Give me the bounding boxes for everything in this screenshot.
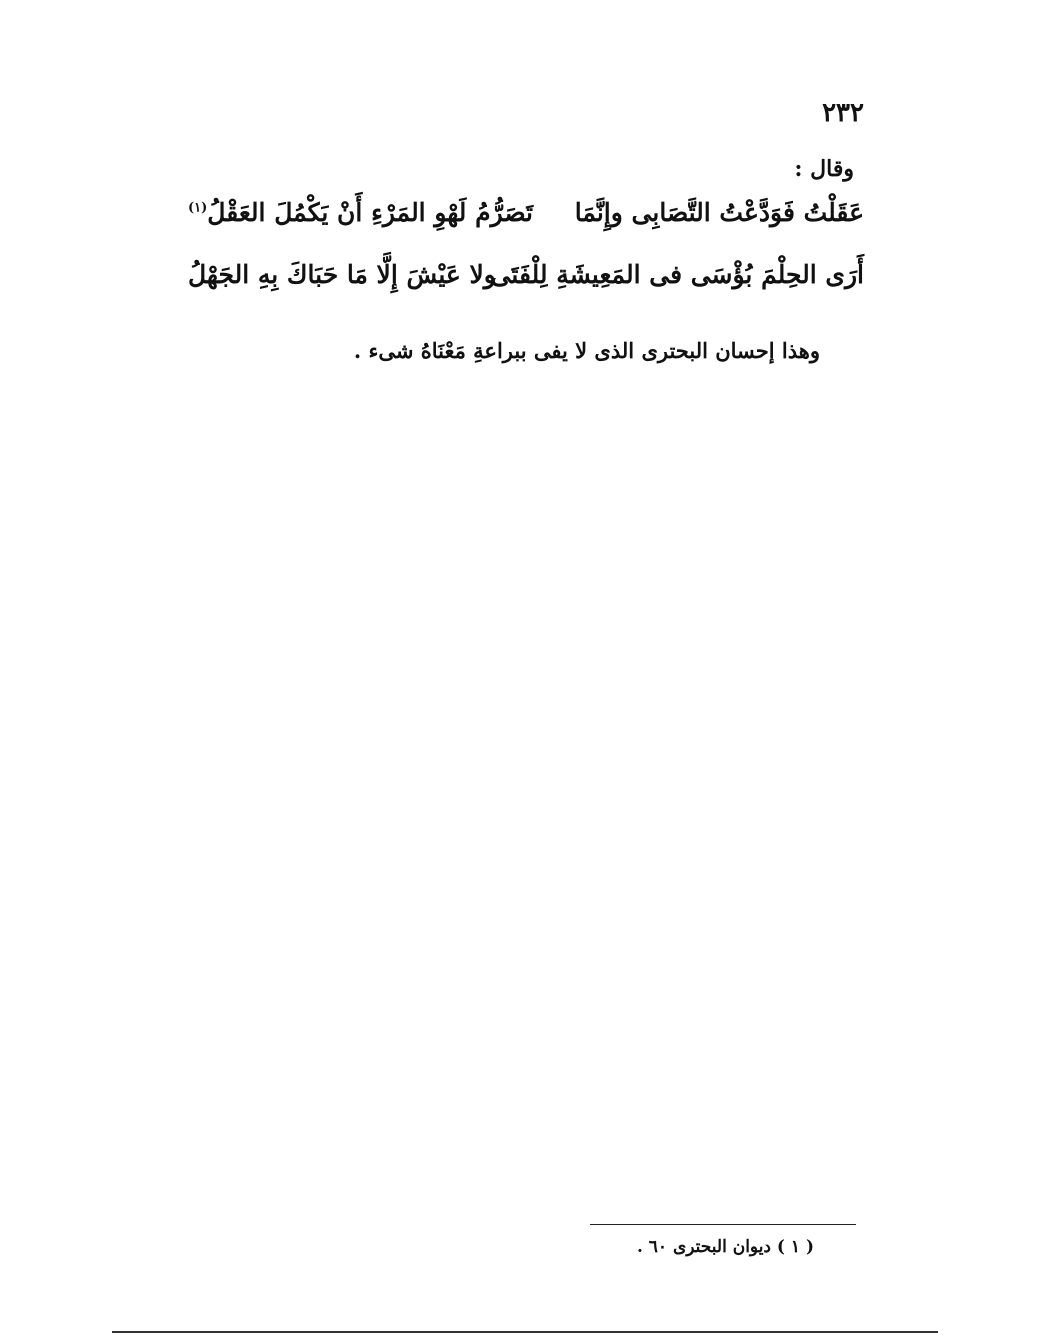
verse bbox=[188, 260, 864, 310]
hemistich-first: عَقَلْتُ فَوَدَّعْتُ التَّصَابِى وإِنَّمَا bbox=[574, 198, 864, 227]
hemistich-text: تَصَرُّمُ لَهْوِ المَرْءِ أَنْ يَكْمُلَ العَقْلُ bbox=[207, 198, 534, 227]
footnote-divider bbox=[590, 1224, 856, 1225]
verse bbox=[188, 198, 864, 248]
footnote-reference: (١) bbox=[188, 200, 208, 216]
footnote: ( ١ ) ديوان البحترى ٦٠ . bbox=[636, 1237, 814, 1257]
intro-line: وقال : bbox=[794, 156, 854, 182]
commentary-paragraph: وهذا إحسان البحترى الذى لا يفى ببراعةِ مَعْنَاهُ شىء . bbox=[353, 338, 820, 363]
hemistich-first: أَرَى الحِلْمَ بُؤْسَى فى المَعِيشَةِ لِلْفَتَى bbox=[490, 260, 864, 289]
hemistich-second: ولا عَيْشَ إِلَّا مَا حَبَاكَ بِهِ الجَهْلُ bbox=[188, 260, 496, 289]
page-bottom-rule bbox=[112, 1331, 938, 1333]
hemistich-second bbox=[188, 198, 533, 227]
page-number: ٢٣٢ bbox=[822, 98, 864, 128]
